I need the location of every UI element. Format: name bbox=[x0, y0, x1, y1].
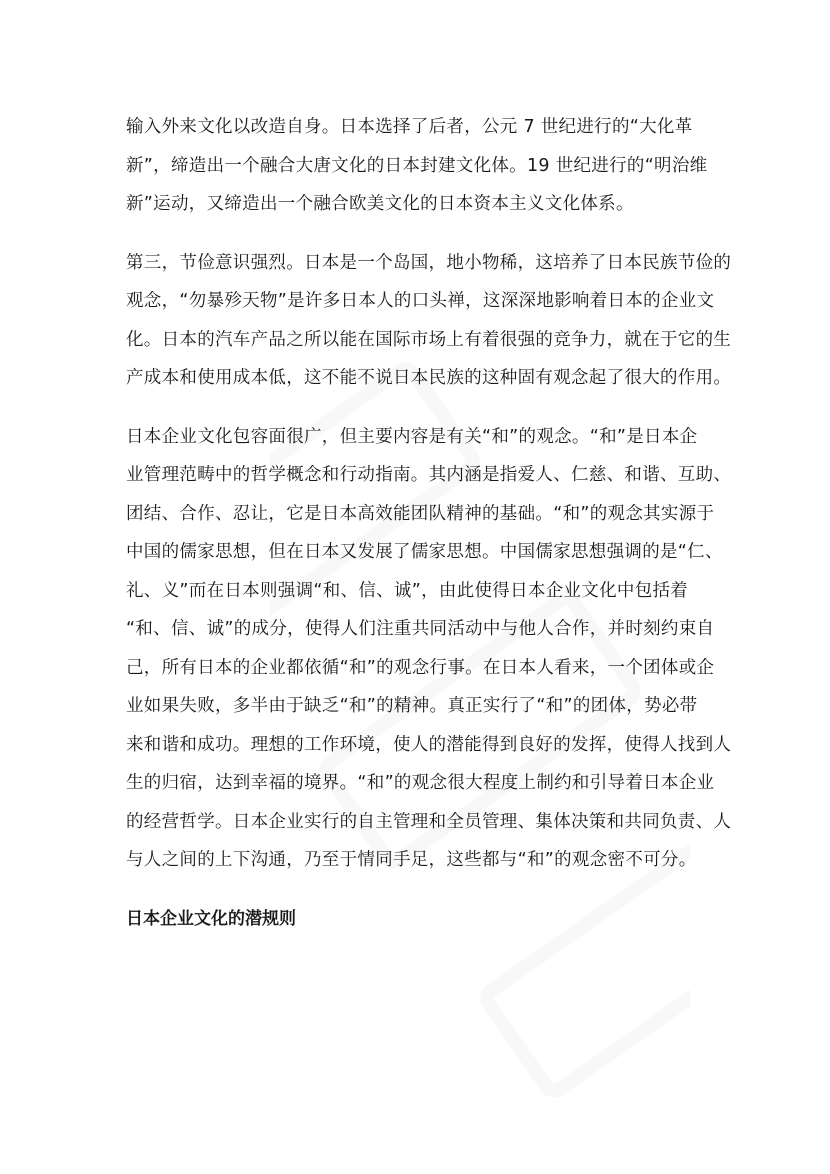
text-line: 与人之间的上下沟通，乃至于情同手足，这些都与“和”的观念密不可分。 bbox=[126, 850, 697, 870]
paragraph-frugality bbox=[126, 244, 732, 398]
section-heading: 日本企业文化的潜规则 bbox=[126, 908, 296, 929]
text-line: 生的归宿，达到幸福的境界。“和”的观念很大程度上制约和引导着日本企业 bbox=[126, 773, 715, 793]
text-line: 礼、义”而在日本则强调“和、信、诚”，由此使得日本企业文化中包括着 bbox=[126, 580, 689, 601]
text-line: 新”，缔造出一个融合大唐文化的日本封建文化体。19 世纪进行的“明治维 bbox=[126, 155, 708, 176]
text-line: 业管理范畴中的哲学概念和行动指南。其内涵是指爱人、仁慈、和谐、互助、 bbox=[126, 465, 732, 485]
text-line: 团结、合作、忍让，它是日本高效能团队精神的基础。“和”的观念其实源于 bbox=[126, 503, 715, 524]
text-line: 来和谐和成功。理想的工作环境，使人的潜能得到良好的发挥，使得人找到人 bbox=[126, 734, 732, 755]
text-line: 产成本和使用成本低，这不能不说日本民族的这种固有观念起了很大的作用。 bbox=[126, 368, 732, 388]
text-line: 新”运动，又缔造出一个融合欧美文化的日本资本主义文化体系。 bbox=[126, 194, 634, 214]
text-line: 日本企业文化包容面很广，但主要内容是有关“和”的观念。“和”是日本企 bbox=[126, 426, 698, 447]
text-line: 业如果失败，多半由于缺乏“和”的精神。真正实行了“和”的团体，势必带 bbox=[126, 696, 698, 716]
text-line: 的经营哲学。日本企业实行的自主管理和全员管理、集体决策和共同负责、人 bbox=[126, 811, 732, 832]
text-line: 观念，“勿暴殄天物”是许多日本人的口头禅，这深深地影响着日本的企业文 bbox=[126, 291, 715, 311]
text-line: “和、信、诚”的成分，使得人们注重共同活动中与他人合作，并时刻约束自 bbox=[126, 619, 715, 639]
paragraph-cultural-import bbox=[126, 108, 726, 224]
text-line: 己，所有日本的企业都依循“和”的观念行事。在日本人看来，一个团体或企 bbox=[126, 657, 715, 678]
text-line: 中国的儒家思想，但在日本又发展了儒家思想。中国儒家思想强调的是“仁、 bbox=[126, 542, 723, 562]
paragraph-harmony bbox=[126, 418, 732, 880]
text-line: 化。日本的汽车产品之所以能在国际市场上有着很强的竞争力，就在于它的生 bbox=[126, 329, 732, 350]
text-line: 输入外来文化以改造自身。日本选择了后者，公元 7 世纪进行的“大化革 bbox=[126, 117, 693, 137]
document-body bbox=[126, 108, 732, 938]
text-line: 第三，节俭意识强烈。日本是一个岛国，地小物稀，这培养了日本民族节俭的 bbox=[126, 252, 732, 273]
